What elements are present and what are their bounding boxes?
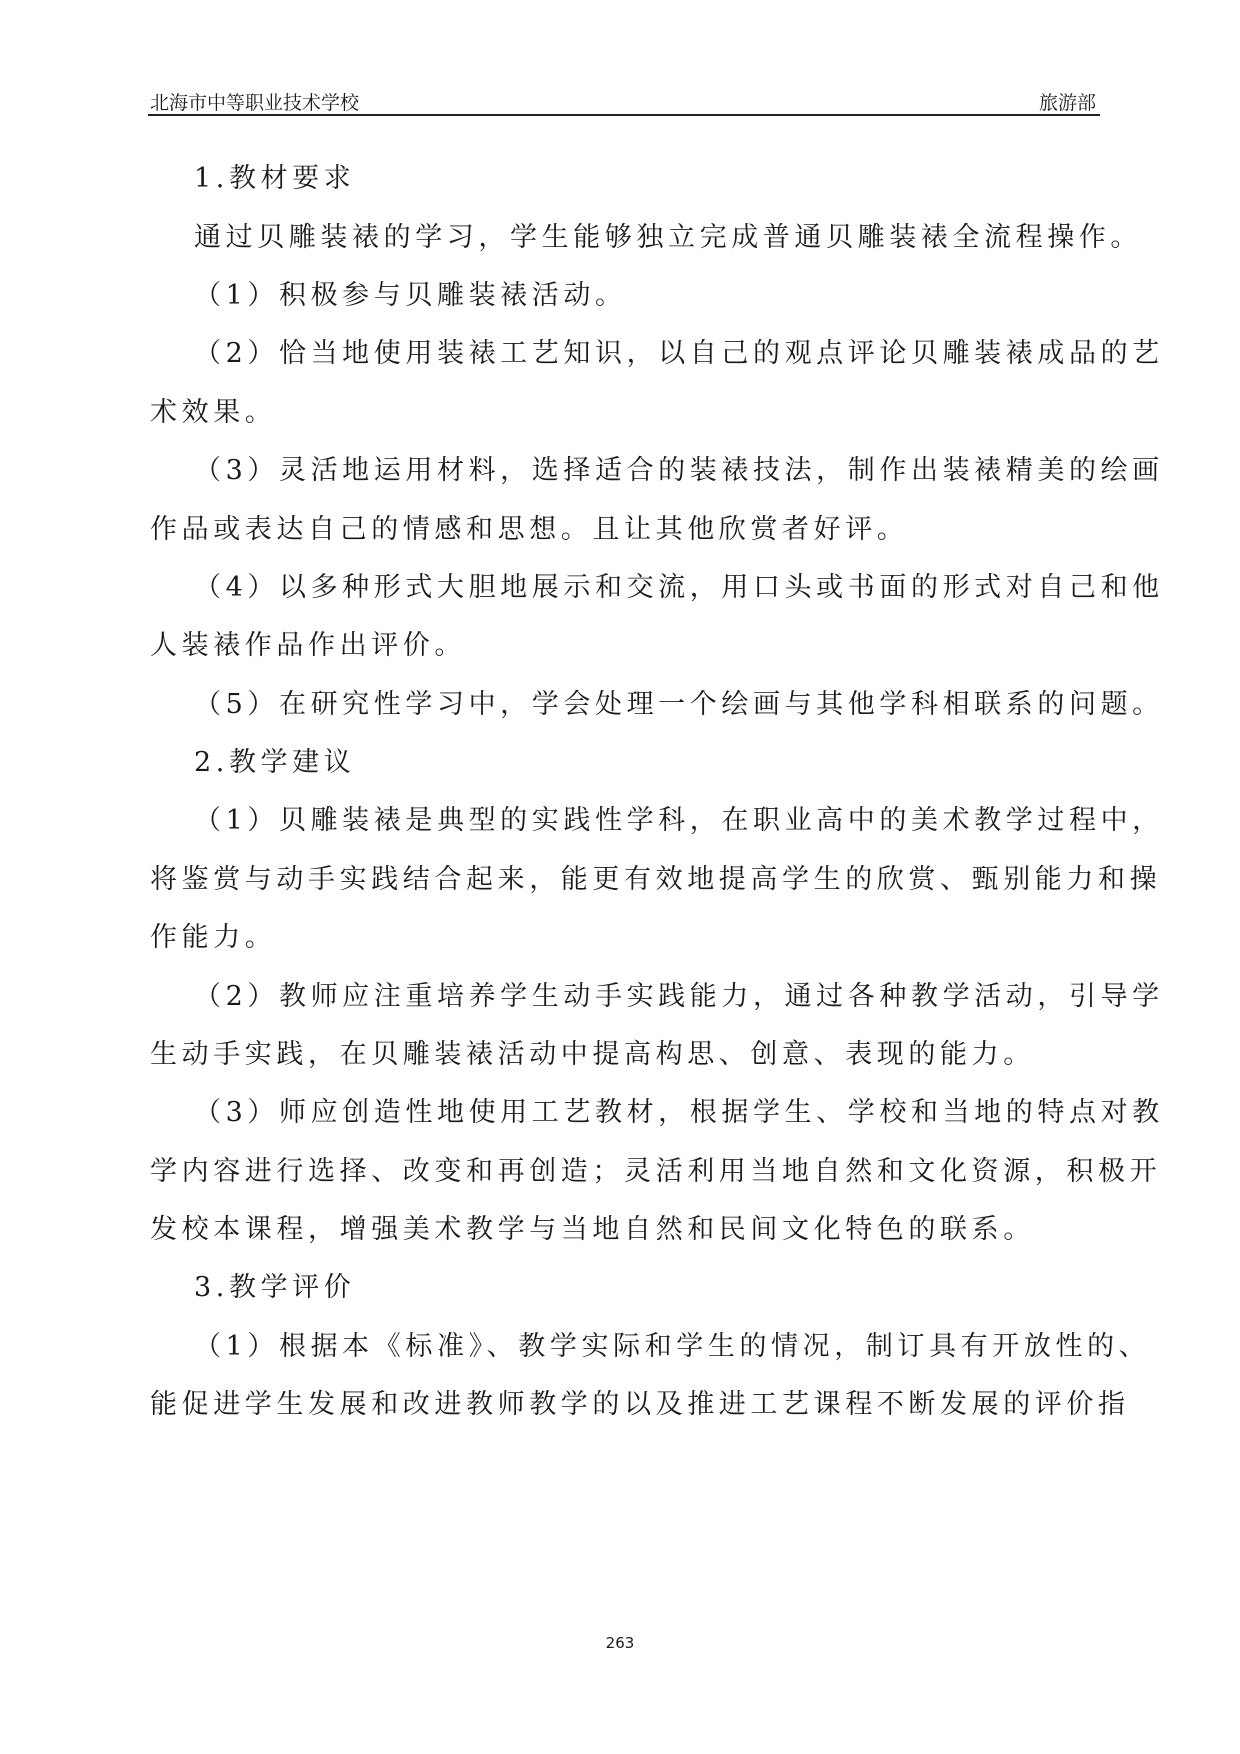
paragraph-line: （2）恰当地使用装裱工艺知识，以自己的观点评论贝雕装裱成品的艺 <box>194 338 1164 369</box>
paragraph-line: （5）在研究性学习中，学会处理一个绘画与其他学科相联系的问题。 <box>194 689 1164 720</box>
paragraph-line: （3）灵活地运用材料，选择适合的装裱技法，制作出装裱精美的绘画 <box>194 455 1164 486</box>
paragraph-line: （2）教师应注重培养学生动手实践能力，通过各种教学活动，引导学 <box>194 981 1164 1012</box>
paragraph-line: 作能力。 <box>150 922 277 953</box>
paragraph-line: 发校本课程，增强美术教学与当地自然和民间文化特色的联系。 <box>150 1214 1035 1245</box>
paragraph-line: （1）贝雕装裱是典型的实践性学科，在职业高中的美术教学过程中， <box>194 805 1164 836</box>
paragraph-line: （3）师应创造性地使用工艺教材，根据学生、学校和当地的特点对教 <box>194 1097 1164 1128</box>
header-department: 旅游部 <box>1038 92 1096 114</box>
paragraph-line: 生动手实践，在贝雕装裱活动中提高构思、创意、表现的能力。 <box>150 1039 1035 1070</box>
paragraph-line: （1）根据本《标准》、教学实际和学生的情况，制订具有开放性的、 <box>194 1331 1151 1362</box>
header-school-name: 北海市中等职业技术学校 <box>150 92 360 114</box>
section-heading-teaching-suggestions: 2.教学建议 <box>194 747 356 778</box>
section-heading-textbook-requirements: 1.教材要求 <box>194 163 356 194</box>
paragraph-line: 学内容进行选择、改变和再创造；灵活利用当地自然和文化资源，积极开 <box>150 1156 1162 1187</box>
paragraph-line: 作品或表达自己的情感和思想。且让其他欣赏者好评。 <box>150 514 909 545</box>
paragraph-line: （4）以多种形式大胆地展示和交流，用口头或书面的形式对自己和他 <box>194 572 1164 603</box>
paragraph-line: 将鉴赏与动手实践结合起来，能更有效地提高学生的欣赏、甄别能力和操 <box>150 864 1162 895</box>
paragraph-line: （1）积极参与贝雕装裱活动。 <box>194 280 627 311</box>
page-header <box>148 86 1100 116</box>
paragraph-line: 术效果。 <box>150 397 277 428</box>
paragraph-line: 通过贝雕装裱的学习，学生能够独立完成普通贝雕装裱全流程操作。 <box>194 222 1142 253</box>
paragraph-line: 人装裱作品作出评价。 <box>150 630 466 661</box>
page-number: 263 <box>605 1634 635 1652</box>
section-heading-teaching-evaluation: 3.教学评价 <box>194 1272 356 1303</box>
paragraph-line: 能促进学生发展和改进教师教学的以及推进工艺课程不断发展的评价指 <box>150 1389 1130 1420</box>
